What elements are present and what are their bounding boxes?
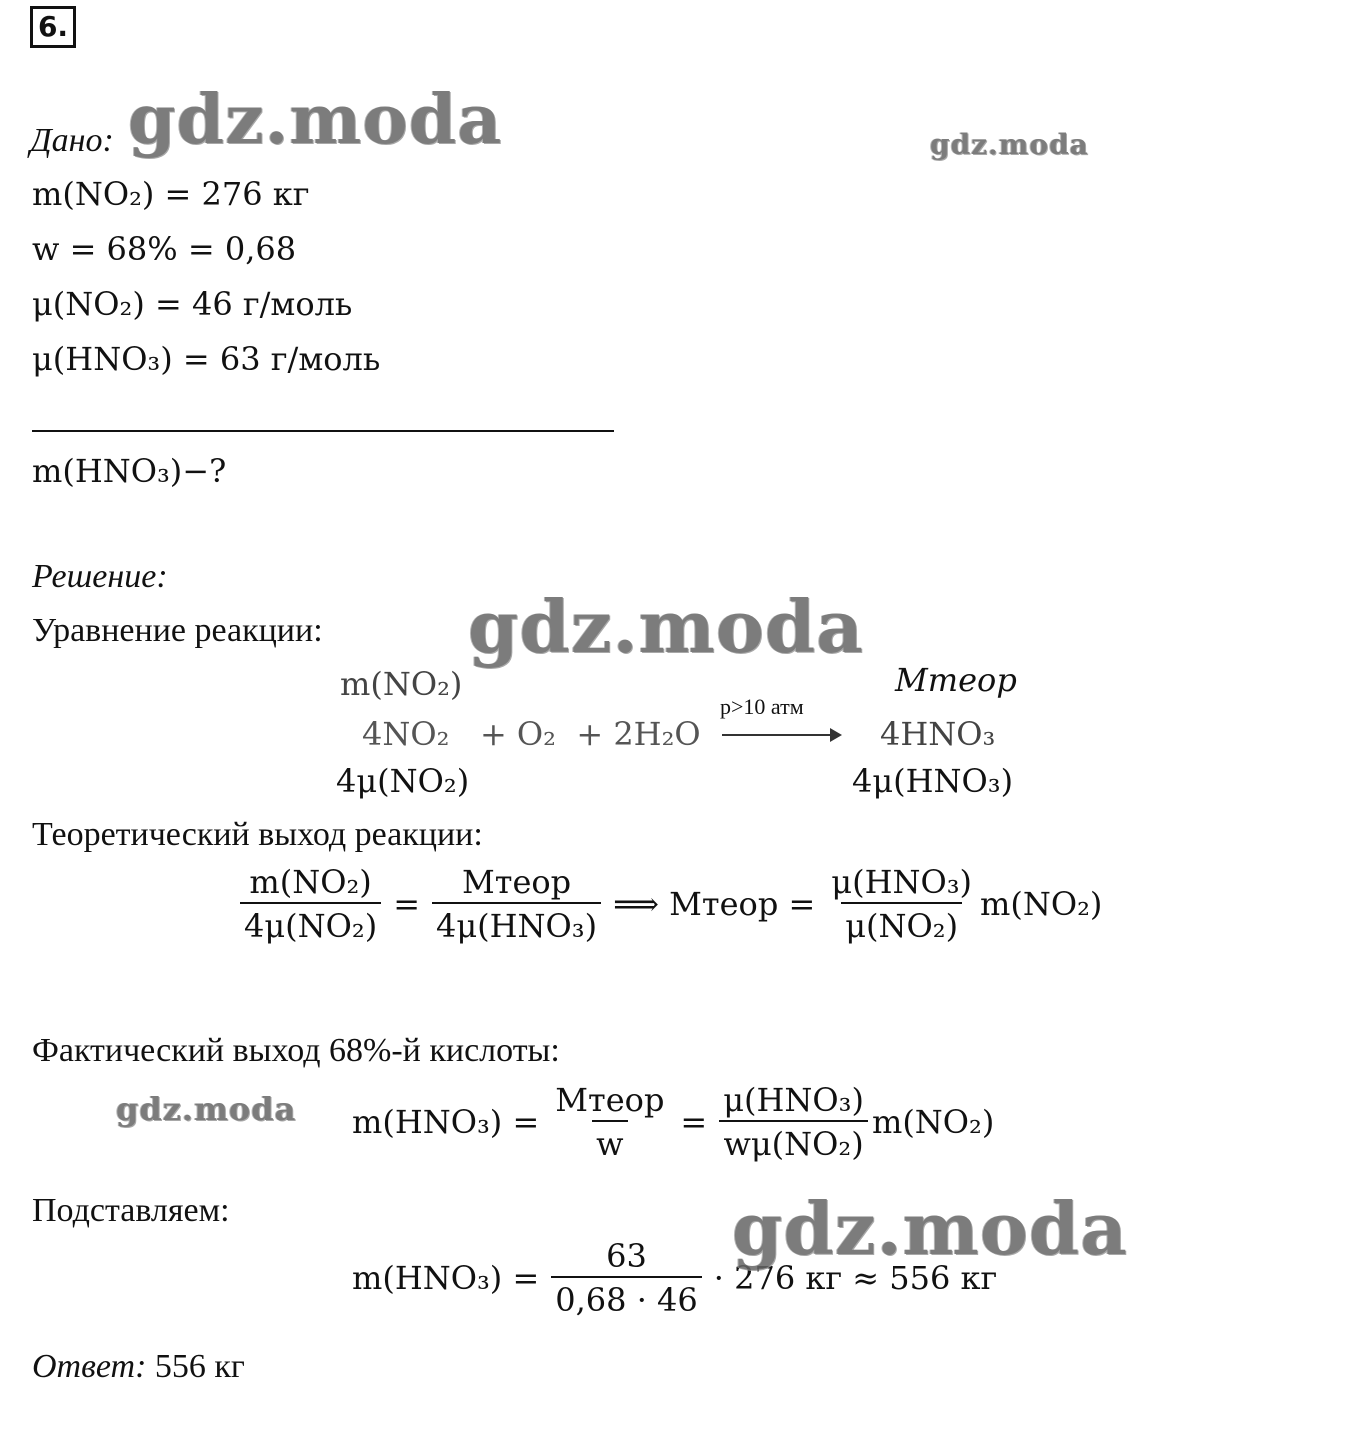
th-frac-3 bbox=[827, 863, 976, 945]
answer-label: Ответ: bbox=[32, 1348, 147, 1385]
ac-lhs: m(HNO₃) = bbox=[352, 1103, 540, 1141]
watermark-2: gdz.moda bbox=[930, 128, 1089, 161]
th-tail: m(NO₂) bbox=[980, 885, 1103, 923]
eq-top-right: Mтеор bbox=[895, 661, 1017, 699]
th-mid: ⟹ Mтеор = bbox=[613, 885, 816, 923]
watermark-5: gdz.moda bbox=[732, 1186, 1128, 1271]
ac-frac-2 bbox=[719, 1081, 868, 1163]
sub-tail: · 276 кг ≈ 556 кг bbox=[713, 1259, 998, 1297]
answer-value: 556 кг bbox=[154, 1348, 245, 1385]
th-frac-2 bbox=[432, 863, 601, 945]
actual-formula bbox=[352, 1081, 995, 1163]
ac-den-1: w bbox=[592, 1120, 627, 1160]
given-label: Дано: bbox=[30, 122, 114, 159]
watermark-3: gdz.moda bbox=[468, 584, 864, 669]
substitute-heading: Подставляем: bbox=[32, 1192, 230, 1229]
theoretical-heading: Теоретический выход реакции: bbox=[32, 816, 483, 853]
ac-equals: = bbox=[680, 1103, 708, 1141]
watermark-1: gdz.moda bbox=[128, 80, 503, 160]
answer-line bbox=[32, 1350, 245, 1384]
sub-den: 0,68 · 46 bbox=[551, 1276, 701, 1316]
th-num-2: Mтеор bbox=[461, 863, 572, 901]
th-equals: = bbox=[393, 885, 420, 923]
eq-arrow bbox=[722, 734, 838, 736]
given-line-1: m(NO₂) = 276 кг bbox=[32, 175, 310, 213]
task-number: 6. bbox=[37, 10, 69, 43]
th-den-3: μ(NO₂) bbox=[841, 902, 962, 942]
actual-heading: Фактический выход 68%-й кислоты: bbox=[32, 1032, 560, 1069]
theoretical-formula bbox=[240, 863, 1103, 945]
eq-bottom-left: 4μ(NO₂) bbox=[336, 762, 470, 800]
eq-top-left: m(NO₂) bbox=[340, 665, 463, 703]
given-line-4: μ(HNO₃) = 63 г/моль bbox=[32, 340, 381, 378]
eq-condition: p>10 атм bbox=[720, 694, 804, 719]
given-divider bbox=[32, 430, 614, 432]
watermark-4: gdz.moda bbox=[116, 1090, 297, 1128]
find-line: m(HNO₃)−? bbox=[32, 452, 227, 490]
equation-heading: Уравнение реакции: bbox=[32, 612, 323, 649]
sub-lhs: m(HNO₃) = bbox=[352, 1259, 540, 1297]
th-den-2: 4μ(HNO₃) bbox=[432, 902, 601, 942]
task-number-box bbox=[30, 6, 76, 48]
ac-frac-1 bbox=[551, 1081, 668, 1163]
given-line-2: w = 68% = 0,68 bbox=[32, 230, 297, 268]
th-den-1: 4μ(NO₂) bbox=[240, 902, 381, 942]
sub-num: 63 bbox=[606, 1237, 647, 1275]
solution-label: Решение: bbox=[32, 558, 168, 595]
sub-frac bbox=[551, 1237, 701, 1319]
th-num-3: μ(HNO₃) bbox=[831, 863, 973, 901]
ac-num-2: μ(HNO₃) bbox=[723, 1081, 864, 1119]
eq-product: 4HNO₃ bbox=[880, 715, 996, 753]
eq-reactants: 4NO₂ + O₂ + 2H₂O bbox=[362, 715, 701, 753]
ac-tail: m(NO₂) bbox=[871, 1103, 995, 1141]
th-num-1: m(NO₂) bbox=[249, 863, 372, 901]
ac-den-2: wμ(NO₂) bbox=[719, 1120, 867, 1160]
given-line-3: μ(NO₂) = 46 г/моль bbox=[32, 285, 353, 323]
ac-num-1: Mтеор bbox=[555, 1081, 665, 1119]
th-frac-1 bbox=[240, 863, 381, 945]
eq-bottom-right: 4μ(HNO₃) bbox=[852, 762, 1014, 800]
eq-arrow-head-icon bbox=[830, 728, 842, 742]
